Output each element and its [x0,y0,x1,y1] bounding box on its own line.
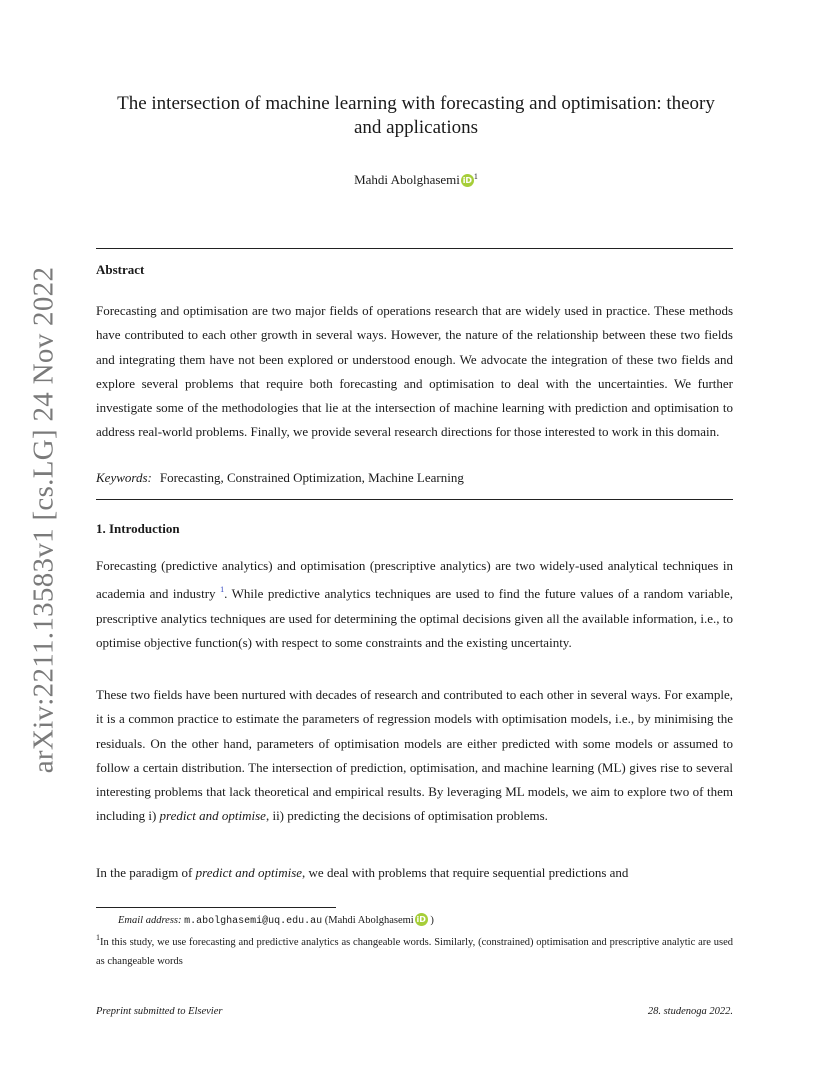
intro-p1-text-a: Forecasting (predictive analytics) and optimisation (prescriptive analytics) are two widely-used analytical techniques in academia and industry [96,558,733,602]
keywords-list: Forecasting, Constrained Optimization, Machine Learning [159,470,464,485]
title-line-1: The intersection of machine learning with forecasting and optimisation: theory [117,93,715,114]
intro-paragraph-3 [96,861,733,885]
footnote-ref-link[interactable]: 1 [220,585,225,595]
email-address-link[interactable]: m.abolghasemi@uq.edu.au [184,916,323,927]
orcid-icon[interactable]: iD [462,176,473,185]
footnote-email [118,913,434,927]
keywords-line [96,470,464,486]
abstract-text: Forecasting and optimisation are two major fields of operations research that are widely used in practice. These methods have contributed to each other growth in several ways. However, the nature of the relationship between these two fields and integrating them have not been explored or understood enough. We advocate the integration of these two fields and explore several problems that require both forecasting and optimisation to deal with the uncertainties. We further investigate some of the methodologies that lie at the intersection of machine learning with prediction and optimisation to address real-world problems. Finally, we provide several research directions for those interested to work in this domain. [96,303,733,440]
author-line [96,172,736,188]
paper-title [96,92,736,140]
footer-preprint-note: Preprint submitted to Elsevier [96,1006,223,1017]
abstract-body [96,299,733,445]
intro-p2-text-b: , ii) predicting the decisions of optimisation problems. [265,808,548,824]
section-heading-introduction: 1. Introduction [96,521,180,536]
intro-p3-text-a: In the paradigm of [96,865,196,880]
arxiv-stamp: arXiv:2211.13583v1 [cs.LG] 24 Nov 2022 [27,266,60,774]
author-affiliation-mark: 1 [473,172,478,181]
footnote-rule [96,907,336,908]
intro-p1-text-b: . While predictive analytics techniques are used to find the future values of a random variable, prescriptive analytics techniques are used for determining the optimal decisions given all the available information, i.e., to optimise objective function(s) with respect to some constraints and the existing uncertainty. [96,586,733,650]
keywords-label: Keywords: [96,470,152,485]
abstract-top-rule [96,248,733,249]
intro-paragraph-1 [96,554,733,655]
footnote-text: In this study, we use forecasting and predictive analytics as changeable words. Similarly, (constrained) optimisation and prescriptive analytic are used as changeable words [96,937,733,967]
intro-p2-text-a: These two fields have been nurtured with decades of research and contributed to each other in several ways. For example, it is a common practice to estimate the parameters of regression models with optimisation models, i.e., by minimising the residuals. On the other hand, parameters of optimisation models are either predicted with some models or assumed to follow a certain distribution. The intersection of prediction, optimisation, and machine learning (ML) gives rise to several interesting problems that lack theoretical and empirical results. By leveraging ML models, we aim to explore two of them including i) [96,687,733,824]
email-label: Email address: [118,915,182,926]
footnote-1 [96,928,733,971]
abstract-heading: Abstract [96,262,145,277]
title-line-2: and applications [354,117,478,138]
intro-p3-text-b: , we deal with problems that require sequential predictions and [302,865,629,880]
intro-paragraph-2 [96,683,733,829]
intro-p3-emphasis: predict and optimise [195,865,303,880]
footer-date: 28. studenoga 2022. [647,1006,733,1017]
intro-p2-emphasis: predict and optimise [159,808,266,824]
footnote-number: 1 [96,933,100,942]
author-name: Mahdi Abolghasemi [354,172,460,187]
email-close-paren: ) [430,915,434,926]
email-author-name: (Mahdi Abolghasemi [324,915,414,926]
abstract-bottom-rule [96,499,733,500]
orcid-icon[interactable]: iD [416,915,426,924]
